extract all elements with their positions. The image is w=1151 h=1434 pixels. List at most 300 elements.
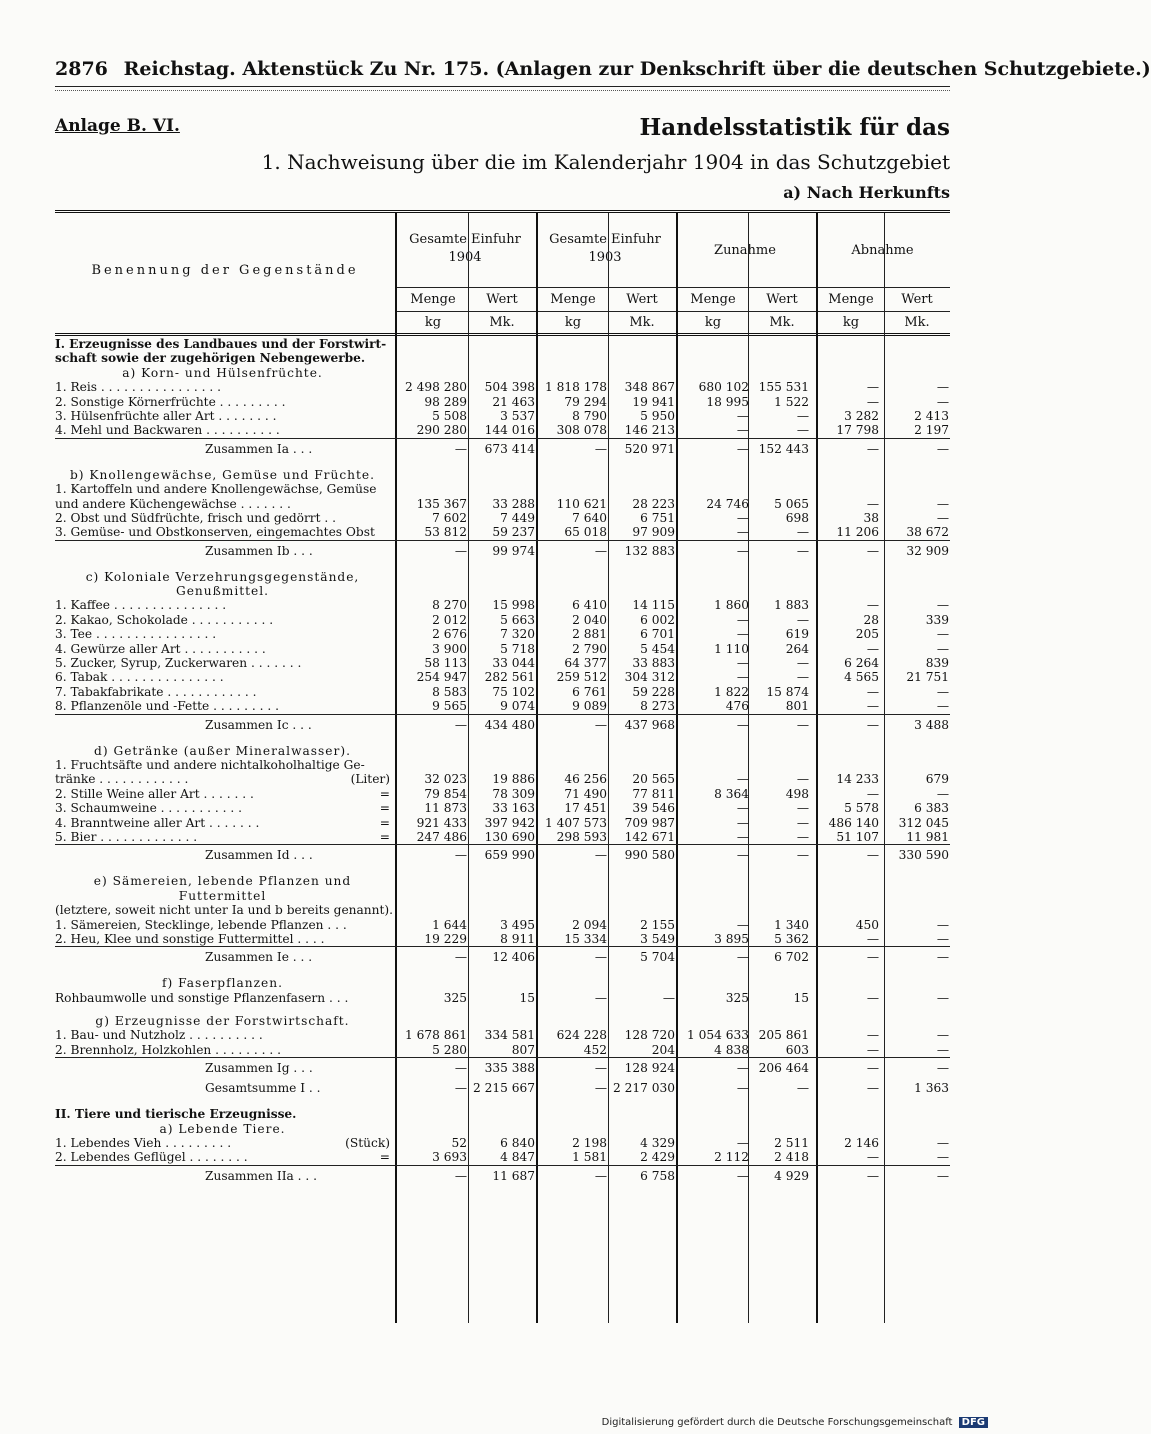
subsection-heading: c) Koloniale Verzehrungsgegenstände, — [85, 569, 360, 584]
table-cell: 11 981 — [906, 829, 949, 844]
table-cell: 146 213 — [624, 423, 675, 438]
table-cell: 9 565 — [432, 699, 467, 714]
table-cell: 38 672 — [906, 525, 949, 540]
table-cell: 77 811 — [632, 786, 675, 801]
table-cell: — — [936, 684, 949, 699]
table-cell: 7 320 — [500, 627, 535, 642]
table-cell: 2 146 — [844, 1136, 879, 1151]
total-row — [55, 1057, 950, 1078]
table-cell: 19 941 — [632, 394, 675, 409]
table-cell: 8 273 — [640, 699, 675, 714]
table-cell: 3 495 — [500, 917, 535, 932]
table-row — [55, 801, 950, 815]
table-cell: 6 410 — [572, 598, 607, 613]
total-row — [55, 714, 950, 735]
subsection-heading: Futtermittel — [178, 888, 267, 903]
item-label: (letztere, soweit nicht unter Ia und b bereits genannt). — [55, 903, 394, 918]
subsection-heading: a) Korn- und Hülsenfrüchte. — [122, 365, 323, 380]
total-row — [55, 1078, 950, 1098]
table-cell: — — [866, 1081, 879, 1096]
total-row — [55, 438, 950, 459]
section-heading: I. Erzeugnisse des Landbaues und der Forstwirt- — [55, 337, 387, 351]
table-cell: 290 280 — [416, 423, 467, 438]
table-cell: 2 112 — [714, 1150, 749, 1165]
table-cell: 59 237 — [492, 525, 535, 540]
unit-kg: kg — [704, 315, 722, 330]
table-cell: 9 089 — [572, 699, 607, 714]
item-label: 3. Gemüse- und Obstkonserven, eingemachtes Obst — [55, 525, 375, 540]
table-cell: — — [736, 917, 749, 932]
header-rule-dotted — [55, 90, 950, 91]
item-label: 4. Gewürze aller Art . . . . . . . . . . . — [55, 641, 266, 656]
subsection-heading-row — [55, 889, 950, 903]
table-cell: 5 663 — [500, 612, 535, 627]
unit-label: (Liter) — [350, 772, 390, 787]
table-cell: 5 280 — [432, 1042, 467, 1057]
item-label: 2. Heu, Klee und sonstige Futtermittel . . . . — [55, 931, 325, 946]
table-cell: — — [866, 641, 879, 656]
table-row — [55, 918, 950, 932]
table-cell: — — [866, 699, 879, 714]
table-cell: — — [594, 1061, 607, 1076]
table-cell: 2 197 — [914, 423, 949, 438]
table-cell: — — [866, 1150, 879, 1165]
table-cell: — — [866, 598, 879, 613]
table-cell: 247 486 — [416, 829, 467, 844]
item-label: 2. Stille Weine aller Art . . . . . . . — [55, 786, 254, 801]
table-cell: 28 223 — [632, 496, 675, 511]
table-cell: 437 968 — [624, 717, 675, 732]
table-cell: 7 449 — [500, 510, 535, 525]
table-cell: — — [866, 394, 879, 409]
table-cell: 59 228 — [632, 684, 675, 699]
table-cell: 839 — [925, 656, 949, 671]
section-heading-row — [55, 337, 950, 351]
item-label: 8. Pflanzenöle und -Fette . . . . . . . . . — [55, 699, 279, 714]
table-cell: 659 990 — [484, 848, 535, 863]
table-cell: 2 790 — [572, 641, 607, 656]
table-cell: 6 758 — [640, 1168, 675, 1183]
table-cell: — — [936, 598, 949, 613]
table-row — [55, 758, 950, 772]
table-cell: 334 581 — [484, 1028, 535, 1043]
table-cell: 3 693 — [432, 1150, 467, 1165]
item-label: 4. Branntweine aller Art . . . . . . . — [55, 815, 260, 830]
total-row — [55, 540, 950, 561]
table-cell: 807 — [511, 1042, 535, 1057]
item-label: 4. Mehl und Backwaren . . . . . . . . . . — [55, 423, 280, 438]
table-cell: 21 751 — [906, 670, 949, 685]
menge-header: Menge — [690, 292, 736, 307]
total-label: Zusammen Ia . . . — [205, 441, 313, 456]
table-row — [55, 409, 950, 423]
unit-kg: kg — [424, 315, 442, 330]
table-cell: 709 987 — [624, 815, 675, 830]
table-cell: 312 045 — [898, 815, 949, 830]
table-cell: 144 016 — [484, 423, 535, 438]
item-label: 2. Kakao, Schokolade . . . . . . . . . . . — [55, 612, 274, 627]
subsection-heading-row — [55, 874, 950, 888]
table-cell: 5 704 — [640, 950, 675, 965]
item-label: 1. Bau- und Nutzholz . . . . . . . . . . — [55, 1028, 263, 1043]
table-cell: 33 288 — [492, 496, 535, 511]
table-cell: 28 — [863, 612, 879, 627]
table-cell: 98 289 — [424, 394, 467, 409]
table-cell: 8 911 — [500, 931, 535, 946]
table-cell: — — [936, 394, 949, 409]
table-cell: — — [454, 950, 467, 965]
table-cell: — — [454, 441, 467, 456]
table-cell: 7 602 — [432, 510, 467, 525]
table-cell: 1 581 — [572, 1150, 607, 1165]
table-cell: — — [866, 786, 879, 801]
dfg-logo: DFG — [959, 1417, 988, 1428]
table-cell: — — [866, 931, 879, 946]
table-cell: — — [936, 641, 949, 656]
table-cell: 603 — [785, 1042, 809, 1057]
table-cell: 2 429 — [640, 1150, 675, 1165]
table-cell: 18 995 — [706, 394, 749, 409]
table-cell: — — [594, 1168, 607, 1183]
table-cell: 46 256 — [564, 772, 607, 787]
table-cell: 6 761 — [572, 684, 607, 699]
unit-kg: kg — [564, 315, 582, 330]
item-label: 1. Lebendes Vieh . . . . . . . . . — [55, 1136, 232, 1151]
table-cell: 206 464 — [758, 1061, 809, 1076]
table-cell: 335 388 — [484, 1061, 535, 1076]
table-cell: 801 — [785, 699, 809, 714]
table-cell: — — [866, 1061, 879, 1076]
table-cell: 32 023 — [424, 772, 467, 787]
table-row — [55, 482, 950, 496]
table-cell: — — [796, 612, 809, 627]
table-cell: 1 818 178 — [544, 380, 607, 395]
footer-credit — [602, 1417, 988, 1428]
table-cell: 65 018 — [564, 525, 607, 540]
table-cell: — — [736, 815, 749, 830]
table-cell: 2 094 — [572, 917, 607, 932]
table-cell: 75 102 — [492, 684, 535, 699]
table-cell: — — [866, 990, 879, 1005]
subsection-heading-row — [55, 1122, 950, 1136]
table-cell: — — [866, 684, 879, 699]
subsection-heading-row — [55, 570, 950, 584]
table-cell: — — [594, 543, 607, 558]
table-cell: 1 407 573 — [544, 815, 607, 830]
trade-statistics-table — [55, 210, 950, 1183]
table-cell: 33 883 — [632, 656, 675, 671]
row-spacer — [55, 561, 950, 570]
table-cell: — — [866, 1028, 879, 1043]
table-row — [55, 699, 950, 713]
table-cell: 5 454 — [640, 641, 675, 656]
table-cell: 282 561 — [484, 670, 535, 685]
table-cell: 8 583 — [432, 684, 467, 699]
item-label: 2. Lebendes Geflügel . . . . . . . . — [55, 1150, 248, 1165]
table-cell: 3 537 — [500, 408, 535, 423]
table-cell: — — [866, 380, 879, 395]
unit-mk: Mk. — [904, 315, 930, 330]
table-cell: — — [936, 1136, 949, 1151]
footer-text: Digitalisierung gefördert durch die Deutsche Forschungsgemeinschaft — [601, 1417, 953, 1428]
table-cell: 2 511 — [774, 1136, 809, 1151]
table-cell: — — [594, 717, 607, 732]
row-spacer — [55, 1005, 950, 1014]
table-cell: 97 909 — [632, 525, 675, 540]
table-cell: — — [454, 543, 467, 558]
table-cell: 15 — [793, 990, 809, 1005]
table-cell: 6 264 — [844, 656, 879, 671]
table-cell: 298 593 — [556, 829, 607, 844]
subsection-heading: g) Erzeugnisse der Forstwirtschaft. — [95, 1014, 350, 1029]
table-cell: 15 334 — [564, 931, 607, 946]
unit-label: = — [379, 786, 390, 801]
table-cell: 1 054 633 — [686, 1028, 749, 1043]
table-cell: — — [936, 699, 949, 714]
total-label: Zusammen Ib . . . — [205, 543, 313, 558]
table-cell: 2 040 — [572, 612, 607, 627]
table-cell: 12 406 — [492, 950, 535, 965]
table-row — [55, 991, 950, 1005]
table-cell: — — [736, 772, 749, 787]
table-cell: 78 309 — [492, 786, 535, 801]
table-cell: 254 947 — [416, 670, 467, 685]
table-cell: 11 873 — [424, 801, 467, 816]
table-row — [55, 772, 950, 786]
table-row — [55, 830, 950, 844]
page-subtitle-origin: a) Nach Herkunfts — [783, 183, 950, 202]
table-cell: 397 942 — [484, 815, 535, 830]
table-cell: — — [796, 772, 809, 787]
table-cell: 2 012 — [432, 612, 467, 627]
table-cell: 3 900 — [432, 641, 467, 656]
table-cell: — — [796, 1081, 809, 1096]
item-label: 7. Tabakfabrikate . . . . . . . . . . . . — [55, 684, 257, 699]
table-cell: 1 110 — [714, 641, 749, 656]
table-cell: — — [454, 1168, 467, 1183]
table-cell: 6 701 — [640, 627, 675, 642]
table-cell: 5 362 — [774, 931, 809, 946]
table-cell: 17 798 — [836, 423, 879, 438]
table-cell: 698 — [785, 510, 809, 525]
table-row — [55, 1150, 950, 1164]
table-cell: 8 270 — [432, 598, 467, 613]
table-cell: — — [594, 848, 607, 863]
table-cell: 64 377 — [564, 656, 607, 671]
table-cell: 673 414 — [484, 441, 535, 456]
table-cell: 1 363 — [914, 1081, 949, 1096]
table-cell: 8 790 — [572, 408, 607, 423]
table-row — [55, 816, 950, 830]
table-cell: — — [936, 1028, 949, 1043]
table-cell: 6 751 — [640, 510, 675, 525]
table-row — [55, 1136, 950, 1150]
subsection-heading: b) Knollengewächse, Gemüse und Früchte. — [69, 467, 376, 482]
table-cell: 128 924 — [624, 1061, 675, 1076]
table-cell: 110 621 — [556, 496, 607, 511]
table-cell: 204 — [651, 1042, 675, 1057]
table-row — [55, 395, 950, 409]
subsection-heading-row — [55, 366, 950, 380]
table-cell: — — [736, 612, 749, 627]
item-label: tränke . . . . . . . . . . . . — [55, 772, 189, 787]
table-cell: — — [936, 627, 949, 642]
table-cell: — — [736, 408, 749, 423]
table-cell: — — [736, 510, 749, 525]
table-cell: — — [936, 786, 949, 801]
table-cell: — — [594, 990, 607, 1005]
table-cell: — — [796, 801, 809, 816]
table-cell: 132 883 — [624, 543, 675, 558]
wert-header: Wert — [626, 292, 658, 307]
table-cell: — — [936, 917, 949, 932]
total-label: Zusammen Ig . . . — [205, 1061, 313, 1076]
table-cell: 990 580 — [624, 848, 675, 863]
table-cell: — — [936, 510, 949, 525]
row-spacer — [55, 1098, 950, 1107]
table-cell: 434 480 — [484, 717, 535, 732]
col-1904-header: Gesamte Einfuhr 1904 — [409, 232, 521, 265]
table-cell: — — [454, 848, 467, 863]
item-label: und andere Küchengewächse . . . . . . . — [55, 496, 291, 511]
table-cell: 71 490 — [564, 786, 607, 801]
table-cell: 58 113 — [424, 656, 467, 671]
table-cell: — — [736, 441, 749, 456]
table-cell: 14 115 — [632, 598, 675, 613]
table-cell: 504 398 — [484, 380, 535, 395]
table-cell: 3 282 — [844, 408, 879, 423]
table-cell: 304 312 — [624, 670, 675, 685]
row-spacer — [55, 459, 950, 468]
table-cell: 6 002 — [640, 612, 675, 627]
item-label: 6. Tabak . . . . . . . . . . . . . . . — [55, 670, 224, 685]
col-1903-header: Gesamte Einfuhr 1903 — [549, 232, 661, 265]
table-cell: 135 367 — [416, 496, 467, 511]
total-row — [55, 844, 950, 865]
table-row — [55, 1043, 950, 1057]
table-cell: 20 565 — [632, 772, 675, 787]
item-label: 2. Obst und Südfrüchte, frisch und gedörrt . . — [55, 510, 337, 525]
total-label: Zusammen IIa . . . — [205, 1168, 318, 1183]
unit-kg: kg — [842, 315, 860, 330]
table-cell: 19 886 — [492, 772, 535, 787]
table-cell: 6 840 — [500, 1136, 535, 1151]
item-label: 3. Schaumweine . . . . . . . . . . . — [55, 801, 243, 816]
table-cell: — — [454, 717, 467, 732]
table-cell: 486 140 — [828, 815, 879, 830]
table-cell: 624 228 — [556, 1028, 607, 1043]
unit-label: = — [379, 829, 390, 844]
item-label: 1. Reis . . . . . . . . . . . . . . . . — [55, 380, 222, 395]
table-cell: — — [866, 848, 879, 863]
item-label: 3. Tee . . . . . . . . . . . . . . . . — [55, 627, 217, 642]
table-cell: 5 508 — [432, 408, 467, 423]
table-cell: 79 854 — [424, 786, 467, 801]
table-cell: — — [866, 1168, 879, 1183]
table-cell: 99 974 — [492, 543, 535, 558]
unit-mk: Mk. — [769, 315, 795, 330]
table-cell: 348 867 — [624, 380, 675, 395]
item-label: 3. Hülsenfrüchte aller Art . . . . . . . . — [55, 408, 277, 423]
table-cell: 1 644 — [432, 917, 467, 932]
table-cell: 476 — [725, 699, 749, 714]
table-cell: 33 044 — [492, 656, 535, 671]
table-cell: 3 895 — [714, 931, 749, 946]
table-cell: 2 198 — [572, 1136, 607, 1151]
table-cell: — — [866, 950, 879, 965]
row-spacer — [55, 735, 950, 744]
col-item-header: Benennung der Gegenstände — [91, 263, 359, 278]
table-cell: — — [796, 670, 809, 685]
table-cell: — — [796, 848, 809, 863]
table-cell: 205 — [855, 627, 879, 642]
table-cell: 619 — [785, 627, 809, 642]
table-cell: 205 861 — [758, 1028, 809, 1043]
section-heading-row — [55, 351, 950, 365]
table-cell: — — [454, 1081, 467, 1096]
subsection-heading-row — [55, 468, 950, 482]
table-cell: 2 881 — [572, 627, 607, 642]
table-cell: 79 294 — [564, 394, 607, 409]
subsection-heading: d) Getränke (außer Mineralwasser). — [94, 743, 351, 758]
page-title: Handelsstatistik für das — [639, 114, 950, 141]
table-cell: 259 512 — [556, 670, 607, 685]
table-cell: 339 — [925, 612, 949, 627]
table-cell: — — [936, 1168, 949, 1183]
table-cell: 17 451 — [564, 801, 607, 816]
table-cell: — — [454, 1061, 467, 1076]
table-cell: 921 433 — [416, 815, 467, 830]
header-divider — [395, 287, 950, 288]
table-cell: — — [736, 525, 749, 540]
table-cell: — — [866, 717, 879, 732]
subsection-heading-row — [55, 976, 950, 990]
table-cell: — — [936, 990, 949, 1005]
total-row — [55, 1165, 950, 1186]
table-cell: 325 — [443, 990, 467, 1005]
total-label: Gesamtsumme I . . — [205, 1081, 321, 1096]
table-cell: 1 822 — [714, 684, 749, 699]
table-cell: 15 998 — [492, 598, 535, 613]
row-spacer — [55, 865, 950, 874]
item-label: 1. Kaffee . . . . . . . . . . . . . . . — [55, 598, 227, 613]
table-cell: 450 — [855, 917, 879, 932]
table-cell: 128 720 — [624, 1028, 675, 1043]
unit-label: = — [379, 1150, 390, 1165]
table-cell: 308 078 — [556, 423, 607, 438]
item-label: 5. Bier . . . . . . . . . . . . . — [55, 829, 198, 844]
wert-header: Wert — [766, 292, 798, 307]
item-label: 5. Zucker, Syrup, Zuckerwaren . . . . . . . — [55, 656, 302, 671]
table-cell: — — [736, 950, 749, 965]
table-cell: — — [736, 801, 749, 816]
col-abnahme-header: Abnahme — [851, 243, 914, 258]
table-cell: — — [736, 1081, 749, 1096]
table-cell: — — [796, 423, 809, 438]
subsection-heading: a) Lebende Tiere. — [159, 1121, 286, 1136]
table-cell: — — [936, 1150, 949, 1165]
table-cell: 1 522 — [774, 394, 809, 409]
table-cell: 4 329 — [640, 1136, 675, 1151]
page-subtitle: 1. Nachweisung über die im Kalenderjahr 1904 in das Schutzgebiet — [261, 150, 950, 174]
item-label: 1. Fruchtsäfte und andere nichtalkoholhaltige Ge- — [55, 757, 365, 772]
row-spacer — [55, 967, 950, 976]
subsection-heading: f) Faserpflanzen. — [161, 976, 283, 991]
table-cell: — — [594, 1081, 607, 1096]
table-cell: — — [736, 423, 749, 438]
table-cell: 4 847 — [500, 1150, 535, 1165]
table-cell: — — [936, 950, 949, 965]
